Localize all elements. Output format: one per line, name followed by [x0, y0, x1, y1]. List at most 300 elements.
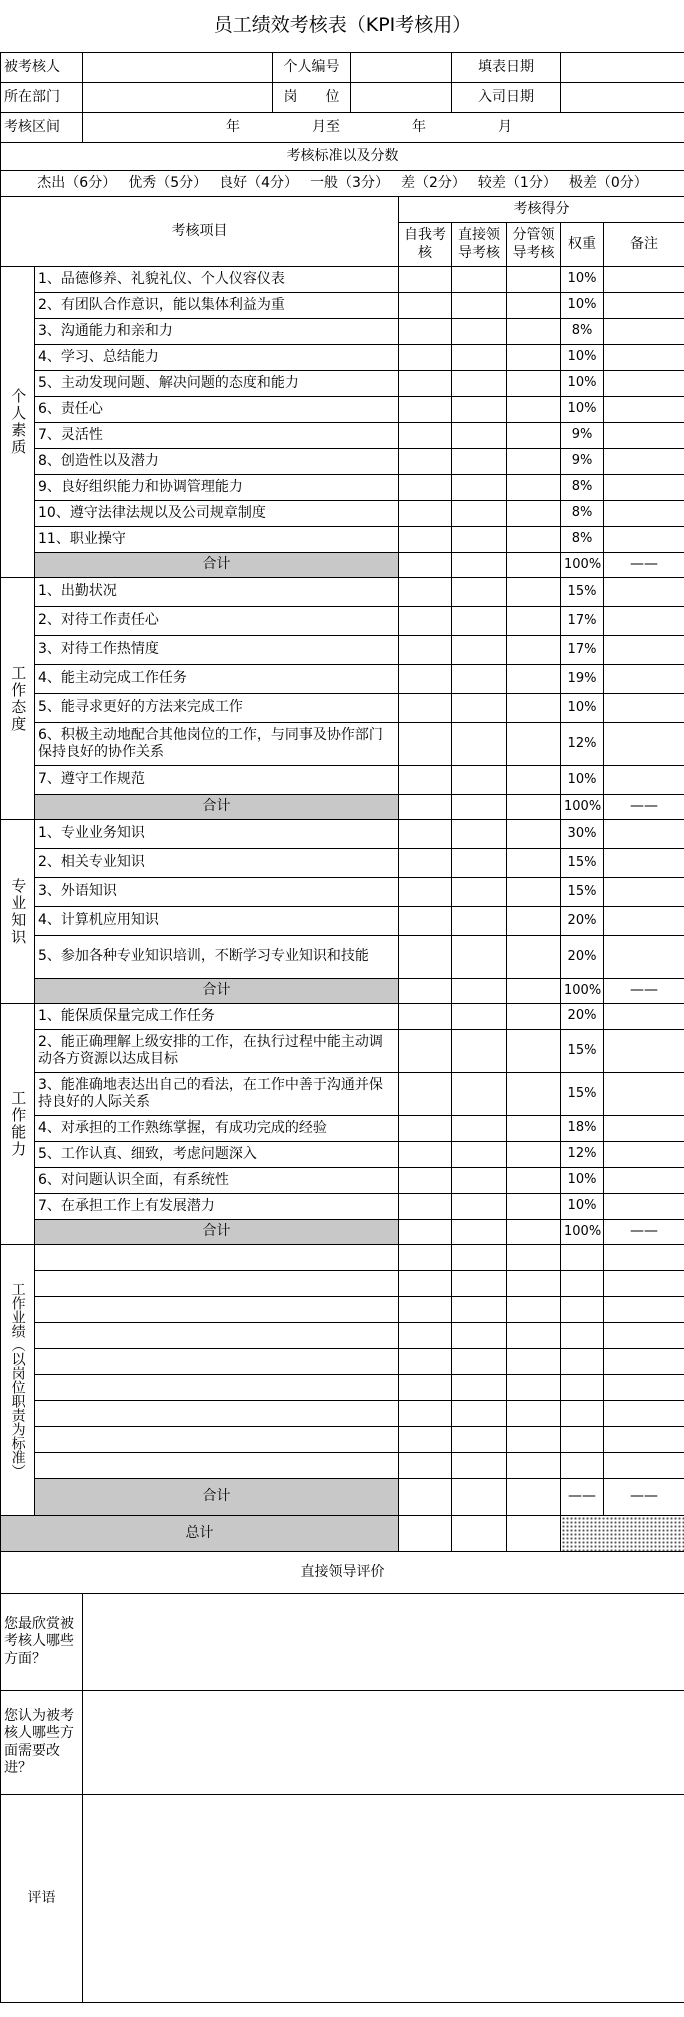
item-score-dept[interactable]	[507, 501, 561, 527]
item-score-direct[interactable]	[452, 578, 507, 607]
item-text: 3、沟通能力和亲和力	[35, 319, 399, 345]
item-score-self[interactable]	[399, 1030, 452, 1073]
item-weight: 8%	[561, 319, 604, 345]
performance-remark-field[interactable]	[604, 1375, 684, 1401]
item-text: 4、学习、总结能力	[35, 345, 399, 371]
evaluation-q2-field[interactable]	[83, 1691, 684, 1795]
item-score-direct[interactable]	[452, 267, 507, 293]
subtotal-remark: ——	[604, 979, 684, 1004]
item-score-dept[interactable]	[507, 1194, 561, 1220]
performance-score-self[interactable]	[399, 1453, 452, 1479]
item-score-direct[interactable]	[452, 849, 507, 878]
performance-score-dept[interactable]	[507, 1427, 561, 1453]
item-score-dept[interactable]	[507, 766, 561, 795]
item-remark[interactable]	[604, 766, 684, 795]
item-score-direct[interactable]	[452, 665, 507, 694]
item-score-self[interactable]	[399, 475, 452, 501]
performance-item-field[interactable]	[35, 1271, 399, 1297]
item-score-dept[interactable]	[507, 665, 561, 694]
item-score-dept[interactable]	[507, 578, 561, 607]
subtotal-score-self[interactable]	[399, 1220, 452, 1245]
item-score-dept[interactable]	[507, 607, 561, 636]
item-score-self[interactable]	[399, 1116, 452, 1142]
period-year1: 年	[226, 118, 240, 135]
item-score-direct[interactable]	[452, 1030, 507, 1073]
performance-item-field[interactable]	[35, 1349, 399, 1375]
period-field[interactable]	[83, 113, 684, 143]
item-text: 4、计算机应用知识	[35, 907, 399, 936]
item-score-direct[interactable]	[452, 1004, 507, 1030]
performance-weight-field[interactable]	[561, 1297, 604, 1323]
item-text: 5、工作认真、细致，考虑问题深入	[35, 1142, 399, 1168]
item-weight: 10%	[561, 371, 604, 397]
item-score-dept[interactable]	[507, 371, 561, 397]
item-remark[interactable]	[604, 449, 684, 475]
item-remark[interactable]	[604, 849, 684, 878]
item-weight: 12%	[561, 1142, 604, 1168]
fill-date-label: 填表日期	[452, 53, 561, 83]
item-score-dept[interactable]	[507, 1073, 561, 1116]
item-remark[interactable]	[604, 501, 684, 527]
subtotal-remark: ——	[604, 1220, 684, 1245]
total-label: 总计	[1, 1516, 399, 1552]
performance-score-direct[interactable]	[452, 1453, 507, 1479]
item-remark[interactable]	[604, 319, 684, 345]
employee-id-field[interactable]	[351, 53, 452, 83]
item-remark[interactable]	[604, 1142, 684, 1168]
item-score-self[interactable]	[399, 665, 452, 694]
performance-score-direct[interactable]	[452, 1401, 507, 1427]
performance-remark-field[interactable]	[604, 1245, 684, 1271]
item-score-dept[interactable]	[507, 1168, 561, 1194]
item-remark[interactable]	[604, 878, 684, 907]
item-remark[interactable]	[604, 665, 684, 694]
subtotal-score-direct[interactable]	[452, 1479, 507, 1516]
item-remark[interactable]	[604, 1030, 684, 1073]
hire-date-field[interactable]	[561, 83, 684, 113]
standard-level: 优秀（5分）	[128, 174, 208, 191]
performance-remark-field[interactable]	[604, 1297, 684, 1323]
performance-score-direct[interactable]	[452, 1297, 507, 1323]
item-weight: 17%	[561, 636, 604, 665]
item-score-self[interactable]	[399, 820, 452, 849]
item-weight: 15%	[561, 578, 604, 607]
item-text: 11、职业操守	[35, 527, 399, 553]
item-score-direct[interactable]	[452, 1073, 507, 1116]
item-score-self[interactable]	[399, 849, 452, 878]
item-remark[interactable]	[604, 527, 684, 553]
subtotal-score-direct[interactable]	[452, 553, 507, 578]
item-weight: 15%	[561, 1030, 604, 1073]
item-weight: 10%	[561, 267, 604, 293]
subtotal-remark: ——	[604, 795, 684, 820]
item-text: 1、出勤状况	[35, 578, 399, 607]
performance-score-self[interactable]	[399, 1375, 452, 1401]
item-remark[interactable]	[604, 1194, 684, 1220]
item-score-dept[interactable]	[507, 397, 561, 423]
item-score-dept[interactable]	[507, 293, 561, 319]
fill-date-field[interactable]	[561, 53, 684, 83]
item-text: 1、专业业务知识	[35, 820, 399, 849]
item-text: 4、对承担的工作熟练掌握，有成功完成的经验	[35, 1116, 399, 1142]
item-remark[interactable]	[604, 397, 684, 423]
department-label: 所在部门	[1, 83, 83, 113]
item-score-self[interactable]	[399, 1142, 452, 1168]
item-weight: 8%	[561, 475, 604, 501]
item-score-dept[interactable]	[507, 1116, 561, 1142]
performance-weight-field[interactable]	[561, 1323, 604, 1349]
item-remark[interactable]	[604, 907, 684, 936]
item-text: 2、能正确理解上级安排的工作，在执行过程中能主动调动各方资源以达成目标	[35, 1030, 399, 1073]
item-score-dept[interactable]	[507, 319, 561, 345]
item-score-dept[interactable]	[507, 694, 561, 723]
item-weight: 10%	[561, 293, 604, 319]
item-score-direct[interactable]	[452, 293, 507, 319]
standard-level: 极差（0分）	[568, 174, 648, 191]
performance-score-dept[interactable]	[507, 1297, 561, 1323]
performance-weight-field[interactable]	[561, 1453, 604, 1479]
item-score-direct[interactable]	[452, 527, 507, 553]
subtotal-score-direct[interactable]	[452, 1220, 507, 1245]
period-label: 考核区间	[1, 113, 83, 143]
item-remark[interactable]	[604, 636, 684, 665]
performance-item-field[interactable]	[35, 1375, 399, 1401]
item-score-direct[interactable]	[452, 766, 507, 795]
evaluation-title: 直接领导评价	[1, 1552, 684, 1594]
subtotal-weight: 100%	[561, 553, 604, 578]
item-text: 2、相关专业知识	[35, 849, 399, 878]
subtotal-score-direct[interactable]	[452, 795, 507, 820]
score-group-header: 考核得分	[399, 197, 684, 223]
position-label: 岗 位	[273, 83, 351, 113]
item-remark[interactable]	[604, 1168, 684, 1194]
item-text: 1、能保质保量完成工作任务	[35, 1004, 399, 1030]
section-label: 工作业绩（以岗位职责为标准）	[1, 1245, 35, 1516]
hire-date-label: 入司日期	[452, 83, 561, 113]
item-score-dept[interactable]	[507, 1004, 561, 1030]
item-score-direct[interactable]	[452, 345, 507, 371]
item-score-self[interactable]	[399, 578, 452, 607]
dept-leader-header: 分管领导考核	[507, 223, 561, 267]
item-score-direct[interactable]	[452, 1142, 507, 1168]
item-weight: 12%	[561, 723, 604, 766]
item-score-self[interactable]	[399, 1073, 452, 1116]
item-remark[interactable]	[604, 423, 684, 449]
item-score-self[interactable]	[399, 423, 452, 449]
item-remark[interactable]	[604, 371, 684, 397]
item-weight: 8%	[561, 501, 604, 527]
subtotal-score-self[interactable]	[399, 553, 452, 578]
item-weight: 9%	[561, 449, 604, 475]
item-score-direct[interactable]	[452, 475, 507, 501]
performance-score-direct[interactable]	[452, 1427, 507, 1453]
item-text: 7、遵守工作规范	[35, 766, 399, 795]
performance-item-field[interactable]	[35, 1297, 399, 1323]
item-remark[interactable]	[604, 293, 684, 319]
item-weight: 17%	[561, 607, 604, 636]
item-score-self[interactable]	[399, 694, 452, 723]
item-score-dept[interactable]	[507, 475, 561, 501]
section-label: 个人素质	[1, 267, 35, 578]
performance-item-field[interactable]	[35, 1323, 399, 1349]
subtotal-label: 合计	[35, 1479, 399, 1516]
total-score-self[interactable]	[399, 1516, 452, 1552]
item-score-dept[interactable]	[507, 636, 561, 665]
item-score-self[interactable]	[399, 293, 452, 319]
period-year2: 年	[412, 118, 426, 135]
item-score-self[interactable]	[399, 527, 452, 553]
item-score-direct[interactable]	[452, 1168, 507, 1194]
reviewee-label: 被考核人	[1, 53, 83, 83]
standard-level: 差（2分）	[400, 174, 466, 191]
subtotal-label: 合计	[35, 979, 399, 1004]
performance-weight-field[interactable]	[561, 1349, 604, 1375]
item-text: 10、遵守法律法规以及公司规章制度	[35, 501, 399, 527]
performance-score-self[interactable]	[399, 1323, 452, 1349]
standard-level: 较差（1分）	[477, 174, 557, 191]
item-score-dept[interactable]	[507, 267, 561, 293]
item-score-self[interactable]	[399, 766, 452, 795]
subtotal-score-self[interactable]	[399, 979, 452, 1004]
reviewee-field[interactable]	[83, 53, 273, 83]
item-weight: 20%	[561, 936, 604, 979]
subtotal-score-dept[interactable]	[507, 979, 561, 1004]
performance-item-field[interactable]	[35, 1401, 399, 1427]
item-remark[interactable]	[604, 607, 684, 636]
performance-remark-field[interactable]	[604, 1427, 684, 1453]
performance-score-self[interactable]	[399, 1401, 452, 1427]
performance-score-direct[interactable]	[452, 1375, 507, 1401]
department-field[interactable]	[83, 83, 273, 113]
employee-id-label: 个人编号	[273, 53, 351, 83]
subtotal-score-dept[interactable]	[507, 795, 561, 820]
performance-item-field[interactable]	[35, 1245, 399, 1271]
position-field[interactable]	[351, 83, 452, 113]
subtotal-score-self[interactable]	[399, 795, 452, 820]
subtotal-weight: 100%	[561, 979, 604, 1004]
evaluation-q1-field[interactable]	[83, 1594, 684, 1691]
item-remark[interactable]	[604, 578, 684, 607]
page-title: 员工绩效考核表（KPI考核用）	[1, 0, 684, 53]
item-score-dept[interactable]	[507, 936, 561, 979]
item-score-self[interactable]	[399, 607, 452, 636]
item-score-direct[interactable]	[452, 878, 507, 907]
item-score-direct[interactable]	[452, 449, 507, 475]
item-remark[interactable]	[604, 694, 684, 723]
period-month2: 月	[498, 118, 512, 135]
performance-score-direct[interactable]	[452, 1349, 507, 1375]
item-score-self[interactable]	[399, 449, 452, 475]
item-remark[interactable]	[604, 1116, 684, 1142]
item-weight: 19%	[561, 665, 604, 694]
item-text: 9、良好组织能力和协调管理能力	[35, 475, 399, 501]
item-score-dept[interactable]	[507, 527, 561, 553]
item-score-self[interactable]	[399, 1004, 452, 1030]
item-score-direct[interactable]	[452, 1116, 507, 1142]
performance-score-self[interactable]	[399, 1349, 452, 1375]
standard-level: 杰出（6分）	[37, 174, 117, 191]
performance-weight-field[interactable]	[561, 1271, 604, 1297]
item-remark[interactable]	[604, 723, 684, 766]
evaluation-q3-field[interactable]	[83, 1795, 684, 2003]
item-weight: 10%	[561, 345, 604, 371]
item-header: 考核项目	[1, 197, 399, 267]
performance-score-direct[interactable]	[452, 1245, 507, 1271]
item-score-self[interactable]	[399, 936, 452, 979]
item-weight: 10%	[561, 1194, 604, 1220]
item-remark[interactable]	[604, 345, 684, 371]
item-text: 8、创造性以及潜力	[35, 449, 399, 475]
item-remark[interactable]	[604, 1004, 684, 1030]
total-hatched-cell	[561, 1516, 684, 1552]
item-score-dept[interactable]	[507, 345, 561, 371]
subtotal-score-self[interactable]	[399, 1479, 452, 1516]
performance-weight-field[interactable]	[561, 1427, 604, 1453]
item-score-dept[interactable]	[507, 878, 561, 907]
item-score-self[interactable]	[399, 397, 452, 423]
subtotal-score-dept[interactable]	[507, 1220, 561, 1245]
section-label: 工作态度	[1, 578, 35, 820]
item-remark[interactable]	[604, 820, 684, 849]
performance-remark-field[interactable]	[604, 1323, 684, 1349]
subtotal-score-direct[interactable]	[452, 979, 507, 1004]
performance-weight-field[interactable]	[561, 1375, 604, 1401]
item-score-dept[interactable]	[507, 723, 561, 766]
direct-leader-header: 直接领导考核	[452, 223, 507, 267]
subtotal-score-dept[interactable]	[507, 1479, 561, 1516]
weight-header: 权重	[561, 223, 604, 267]
performance-weight-field[interactable]	[561, 1245, 604, 1271]
item-score-dept[interactable]	[507, 1030, 561, 1073]
item-weight: 15%	[561, 878, 604, 907]
performance-score-dept[interactable]	[507, 1401, 561, 1427]
item-text: 6、积极主动地配合其他岗位的工作，与同事及协作部门保持良好的协作关系	[35, 723, 399, 766]
performance-score-self[interactable]	[399, 1271, 452, 1297]
subtotal-weight: ——	[561, 1479, 604, 1516]
standard-level: 良好（4分）	[219, 174, 299, 191]
item-score-self[interactable]	[399, 636, 452, 665]
item-weight: 18%	[561, 1116, 604, 1142]
item-text: 5、参加各种专业知识培训，不断学习专业知识和技能	[35, 936, 399, 979]
performance-score-dept[interactable]	[507, 1453, 561, 1479]
item-weight: 10%	[561, 1168, 604, 1194]
item-text: 3、能准确地表达出自己的看法，在工作中善于沟通并保持良好的人际关系	[35, 1073, 399, 1116]
performance-remark-field[interactable]	[604, 1453, 684, 1479]
item-score-direct[interactable]	[452, 636, 507, 665]
subtotal-weight: 100%	[561, 1220, 604, 1245]
performance-remark-field[interactable]	[604, 1401, 684, 1427]
item-score-direct[interactable]	[452, 936, 507, 979]
item-score-dept[interactable]	[507, 849, 561, 878]
performance-weight-field[interactable]	[561, 1401, 604, 1427]
item-text: 3、对待工作热情度	[35, 636, 399, 665]
item-score-self[interactable]	[399, 1194, 452, 1220]
subtotal-label: 合计	[35, 795, 399, 820]
item-score-direct[interactable]	[452, 820, 507, 849]
item-score-direct[interactable]	[452, 694, 507, 723]
item-score-self[interactable]	[399, 267, 452, 293]
performance-score-self[interactable]	[399, 1427, 452, 1453]
item-weight: 10%	[561, 397, 604, 423]
item-score-direct[interactable]	[452, 397, 507, 423]
item-score-self[interactable]	[399, 319, 452, 345]
period-month-to: 月至	[312, 118, 340, 135]
total-score-dept[interactable]	[507, 1516, 561, 1552]
item-score-self[interactable]	[399, 723, 452, 766]
item-score-direct[interactable]	[452, 423, 507, 449]
item-score-direct[interactable]	[452, 607, 507, 636]
item-remark[interactable]	[604, 475, 684, 501]
performance-score-self[interactable]	[399, 1245, 452, 1271]
subtotal-score-dept[interactable]	[507, 553, 561, 578]
item-text: 2、有团队合作意识，能以集体利益为重	[35, 293, 399, 319]
performance-score-dept[interactable]	[507, 1349, 561, 1375]
performance-score-dept[interactable]	[507, 1375, 561, 1401]
subtotal-label: 合计	[35, 553, 399, 578]
item-text: 6、对问题认识全面，有系统性	[35, 1168, 399, 1194]
item-score-direct[interactable]	[452, 723, 507, 766]
subtotal-remark: ——	[604, 1479, 684, 1516]
item-score-self[interactable]	[399, 371, 452, 397]
performance-score-self[interactable]	[399, 1297, 452, 1323]
item-score-self[interactable]	[399, 907, 452, 936]
item-score-direct[interactable]	[452, 319, 507, 345]
item-remark[interactable]	[604, 936, 684, 979]
performance-item-field[interactable]	[35, 1427, 399, 1453]
item-score-self[interactable]	[399, 345, 452, 371]
item-score-direct[interactable]	[452, 371, 507, 397]
item-score-dept[interactable]	[507, 820, 561, 849]
item-remark[interactable]	[604, 267, 684, 293]
item-score-dept[interactable]	[507, 423, 561, 449]
item-score-direct[interactable]	[452, 501, 507, 527]
item-text: 7、在承担工作上有发展潜力	[35, 1194, 399, 1220]
item-remark[interactable]	[604, 1073, 684, 1116]
performance-score-direct[interactable]	[452, 1323, 507, 1349]
performance-score-dept[interactable]	[507, 1323, 561, 1349]
performance-score-dept[interactable]	[507, 1271, 561, 1297]
item-text: 5、主动发现问题、解决问题的态度和能力	[35, 371, 399, 397]
item-score-direct[interactable]	[452, 1194, 507, 1220]
item-score-dept[interactable]	[507, 1142, 561, 1168]
item-weight: 15%	[561, 1073, 604, 1116]
item-text: 5、能寻求更好的方法来完成工作	[35, 694, 399, 723]
item-score-self[interactable]	[399, 1168, 452, 1194]
standard-title: 考核标准以及分数	[1, 143, 684, 171]
item-score-self[interactable]	[399, 878, 452, 907]
item-score-dept[interactable]	[507, 907, 561, 936]
performance-remark-field[interactable]	[604, 1271, 684, 1297]
performance-remark-field[interactable]	[604, 1349, 684, 1375]
item-text: 4、能主动完成工作任务	[35, 665, 399, 694]
subtotal-label: 合计	[35, 1220, 399, 1245]
self-header: 自我考核	[399, 223, 452, 267]
evaluation-q1-label: 您最欣赏被考核人哪些方面？	[1, 1594, 83, 1691]
item-weight: 10%	[561, 766, 604, 795]
total-score-direct[interactable]	[452, 1516, 507, 1552]
item-text: 6、责任心	[35, 397, 399, 423]
item-weight: 10%	[561, 694, 604, 723]
performance-item-field[interactable]	[35, 1453, 399, 1479]
item-score-direct[interactable]	[452, 907, 507, 936]
item-score-self[interactable]	[399, 501, 452, 527]
item-weight: 8%	[561, 527, 604, 553]
section-label: 工作能力	[1, 1004, 35, 1245]
performance-score-dept[interactable]	[507, 1245, 561, 1271]
item-score-dept[interactable]	[507, 449, 561, 475]
subtotal-remark: ——	[604, 553, 684, 578]
performance-score-direct[interactable]	[452, 1271, 507, 1297]
